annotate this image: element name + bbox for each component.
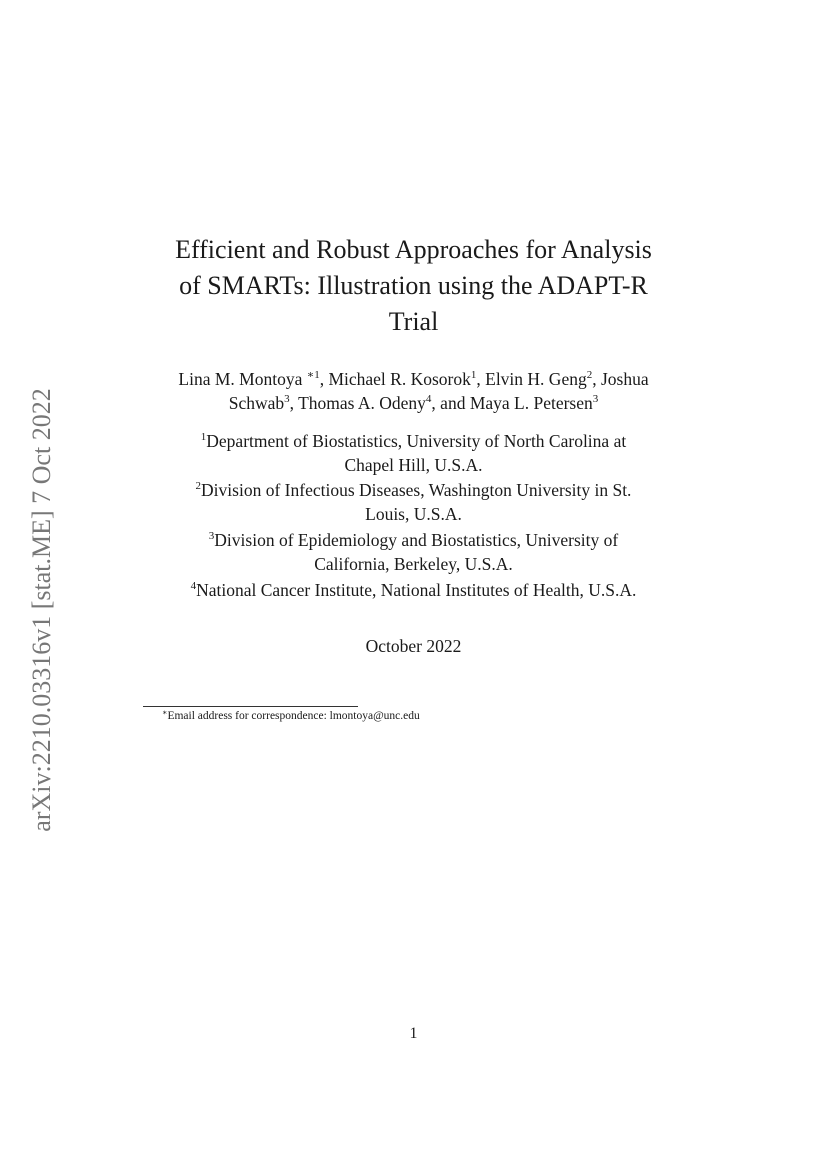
date: October 2022 <box>365 636 462 656</box>
affiliation-text: Division of Epidemiology and Biostatistics, University of <box>214 530 619 550</box>
affiliation-2-line-1 <box>0 478 827 502</box>
affiliation-4-line-1 <box>0 578 827 602</box>
author-name: , Michael R. Kosorok <box>319 369 471 389</box>
footnote-rule <box>143 706 358 707</box>
authors-line-2 <box>0 391 827 415</box>
author-sup: 3 <box>592 393 599 405</box>
footnote <box>162 710 420 722</box>
page-number: 1 <box>409 1025 418 1042</box>
author-sup: 3 <box>284 393 290 405</box>
footnote-mark: ∗ <box>162 708 168 717</box>
affiliation-text: Department of Biostatistics, University of North Carolina at <box>206 431 627 451</box>
author-name: , Thomas A. Odeny <box>289 393 426 413</box>
affiliation-sup: 3 <box>208 530 215 542</box>
authors-line-1 <box>0 367 827 391</box>
author-sup: ∗1 <box>306 369 320 381</box>
affiliation-sup: 1 <box>200 431 207 443</box>
arxiv-identifier: arXiv:2210.03316v1 [stat.ME] 7 Oct 2022 <box>27 388 56 832</box>
author-sup: 1 <box>470 369 477 381</box>
author-name: Lina M. Montoya <box>178 369 307 389</box>
title-line-2: of SMARTs: Illustration using the ADAPT-R <box>179 271 648 300</box>
author-sup: 4 <box>425 393 432 405</box>
author-sup: 2 <box>586 369 593 381</box>
title-line-1: Efficient and Robust Approaches for Analysis <box>175 235 652 264</box>
affiliation-text: National Cancer Institute, National Institutes of Health, U.S.A. <box>196 580 637 600</box>
affiliation-text: Division of Infectious Diseases, Washington University in St. <box>201 480 632 500</box>
author-name: , and Maya L. Petersen <box>431 393 593 413</box>
footnote-text: Email address for correspondence: lmontoya@unc.edu <box>167 710 420 722</box>
affiliation-sup: 2 <box>195 480 202 492</box>
title-line-3: Trial <box>388 307 439 336</box>
affiliation-3-line-1 <box>0 528 827 552</box>
affiliation-2-line-2: Louis, U.S.A. <box>365 504 462 524</box>
affiliation-1-line-2: Chapel Hill, U.S.A. <box>344 455 483 475</box>
affiliation-1-line-1 <box>0 429 827 453</box>
author-name: , Joshua <box>592 369 649 389</box>
affiliation-sup: 4 <box>190 580 197 592</box>
author-name: Schwab <box>228 393 285 413</box>
author-name: , Elvin H. Geng <box>476 369 587 389</box>
affiliation-3-line-2: California, Berkeley, U.S.A. <box>314 554 513 574</box>
